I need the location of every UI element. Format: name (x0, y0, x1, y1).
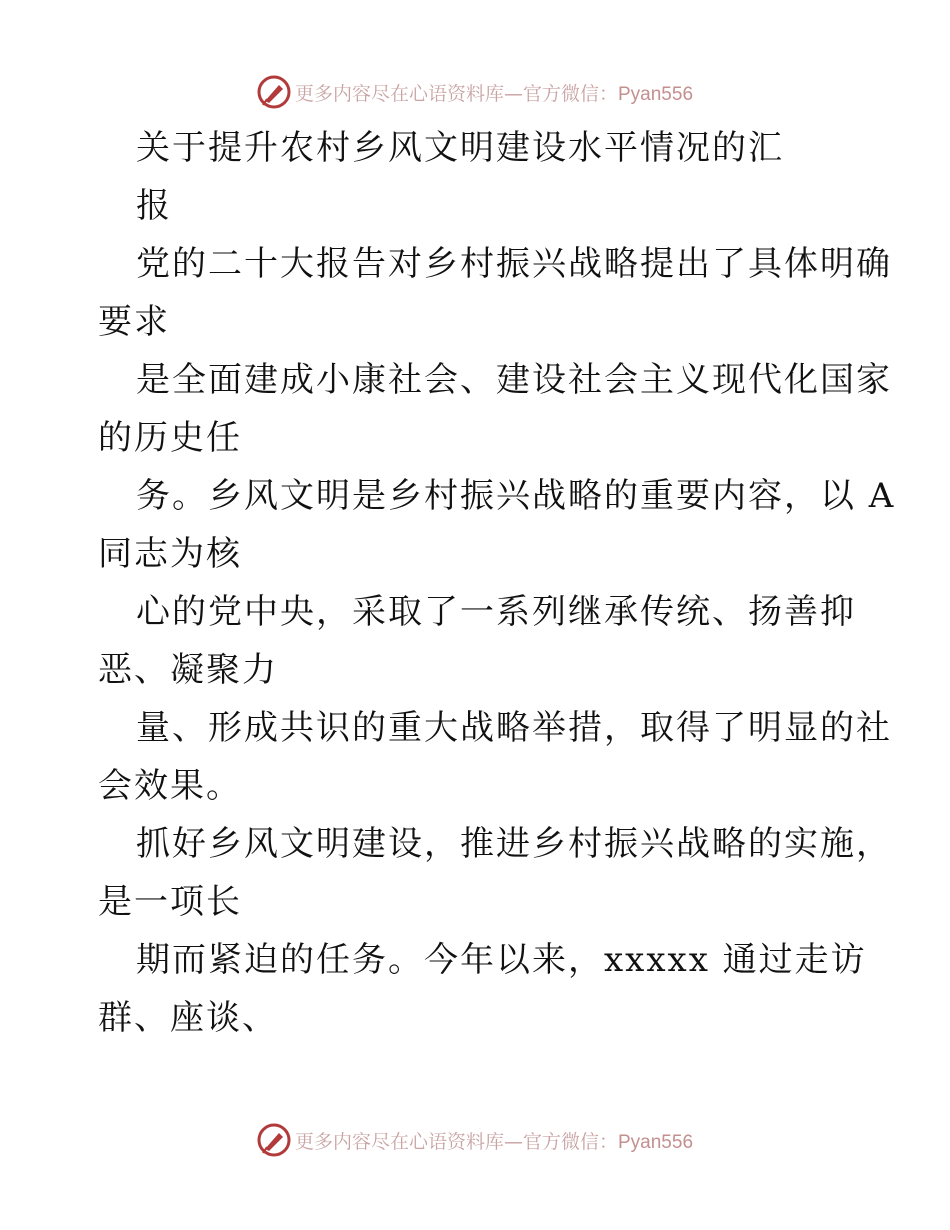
paragraph-line: 党的二十大报告对乡村振兴战略提出了具体明确 (136, 244, 892, 284)
paragraph-line: 恶、凝聚力 (98, 650, 278, 690)
paragraph-line: 是一项长 (98, 882, 242, 922)
header-watermark-text: 更多内容尽在心语资料库—官方微信：Pyan556 (294, 82, 694, 105)
document-title-line-2: 报 (136, 186, 172, 226)
paragraph-line: 群、座谈、 (98, 998, 278, 1038)
header-wechat-id: Pyan556 (618, 83, 694, 105)
paragraph-line: 的历史任 (98, 418, 242, 458)
paragraph-line: 心的党中央，采取了一系列继承传统、扬善抑 (136, 592, 856, 632)
header-watermark-banner (0, 72, 950, 112)
pen-logo-icon (257, 1123, 291, 1157)
paragraph-line: 量、形成共识的重大战略举措，取得了明显的社 (136, 708, 892, 748)
paragraph-line: 抓好乡风文明建设，推进乡村振兴战略的实施， (136, 824, 892, 864)
footer-wechat-id: Pyan556 (618, 1131, 694, 1153)
paragraph-line: 同志为核 (98, 534, 242, 574)
footer-watermark-text: 更多内容尽在心语资料库—官方微信：Pyan556 (294, 1130, 694, 1153)
document-title-line-1: 关于提升农村乡风文明建设水平情况的汇 (136, 128, 784, 168)
paragraph-line: 要求 (98, 302, 170, 342)
pen-logo-icon (257, 75, 291, 109)
paragraph-line: 期而紧迫的任务。今年以来，xxxxx 通过走访 (136, 940, 867, 980)
paragraph-line: 务。乡风文明是乡村振兴战略的重要内容，以 A (136, 476, 896, 516)
footer-watermark-banner (0, 1120, 950, 1160)
paragraph-line: 是全面建成小康社会、建设社会主义现代化国家 (136, 360, 892, 400)
paragraph-line: 会效果。 (98, 766, 242, 806)
